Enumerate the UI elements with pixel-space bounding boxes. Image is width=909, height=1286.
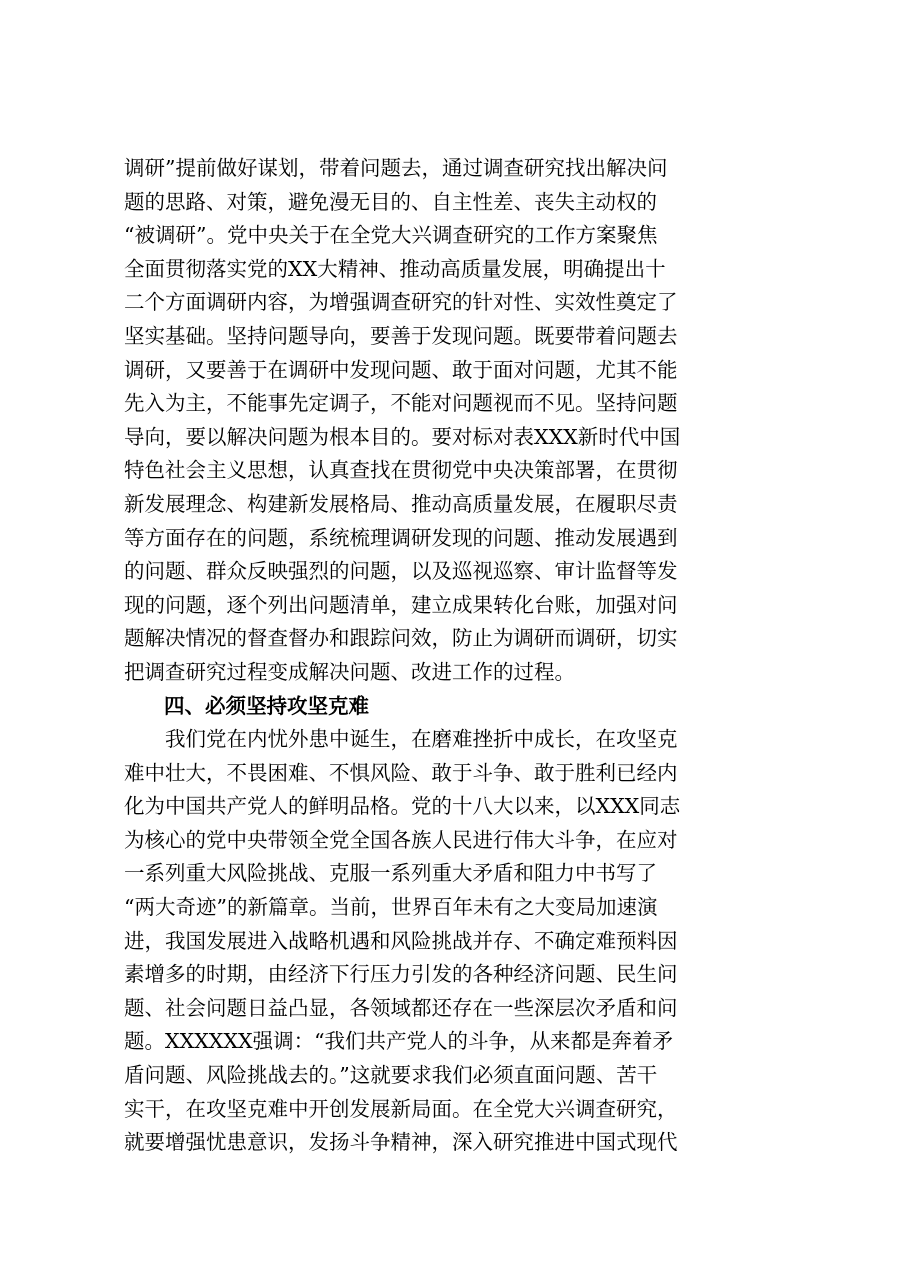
text-line: 现的问题，逐个列出问题清单，建立成果转化台账，加强对问 [124,592,678,617]
text-line: 调研，又要善于在调研中发现问题、敢于面对问题，尤其不能 [124,357,678,382]
text-line: 导向，要以解决问题为根本目的。要对标对表XXX新时代中国 [124,424,681,449]
body-paragraph-2 [124,723,800,1160]
section-heading: 四、必须坚持攻坚克难 [164,694,369,718]
body-paragraph-1 [124,152,800,690]
text-line: 化为中国共产党人的鲜明品格。党的十八大以来，以XXX同志 [124,794,681,819]
text-line: 为核心的党中央带领全党全国各族人民进行伟大斗争，在应对 [124,827,678,852]
text-line: 先入为主，不能事先定调子，不能对问题视而不见。坚持问题 [124,391,678,416]
text-line: 特色社会主义思想，认真查找在贯彻党中央决策部署，在贯彻 [124,458,678,483]
text-line: 等方面存在的问题，系统梳理调研发现的问题、推动发展遇到 [124,525,678,550]
text-line: 我们党在内忧外患中诞生，在磨难挫折中成长，在攻坚克 [165,727,678,751]
text-line: 调研”提前做好谋划，带着问题去，通过调查研究找出解决问 [124,156,668,180]
text-line: 一系列重大风险挑战、克服一系列重大矛盾和阻力中书写了 [124,861,657,886]
text-line: “被调研”。党中央关于在全党大兴调查研究的工作方案聚焦 [124,223,658,248]
text-line: 盾问题、风险挑战去的。”这就要求我们必须直面问题、苦干 [124,1062,658,1087]
text-line: 二个方面调研内容，为增强调查研究的针对性、实效性奠定了 [124,290,678,315]
text-line: 题解决情况的督查督办和跟踪问效，防止为调研而调研，切实 [124,626,678,651]
text-line: 题的思路、对策，避免漫无目的、自主性差、丧失主动权的 [124,189,657,214]
text-line: 题。XXXXXX强调：“我们共产党人的斗争，从来都是奔着矛 [124,1029,674,1054]
text-line: 难中壮大，不畏困难、不惧风险、敢于斗争、敢于胜利已经内 [124,760,678,785]
text-line: 实干，在攻坚克难中开创发展新局面。在全党大兴调查研究， [124,1096,678,1121]
text-line: 坚实基础。坚持问题导向，要善于发现问题。既要带着问题去 [124,323,678,348]
text-line: 全面贯彻落实党的XX大精神、推动高质量发展，明确提出十 [124,256,666,281]
text-line: 的问题、群众反映强烈的问题，以及巡视巡察、审计监督等发 [124,559,678,584]
text-line: 就要增强忧患意识，发扬斗争精神，深入研究推进中国式现代 [124,1130,678,1155]
text-line: 把调查研究过程变成解决问题、改进工作的过程。 [124,659,575,684]
text-line: 素增多的时期，由经济下行压力引发的各种经济问题、民生问 [124,962,678,987]
text-line: 新发展理念、构建新发展格局、推动高质量发展，在履职尽责 [124,491,678,516]
text-line: “两大奇迹”的新篇章。当前，世界百年未有之大变局加速演 [124,894,658,919]
text-line: 进，我国发展进入战略机遇和风险挑战并存、不确定难预料因 [124,928,678,953]
text-line: 题、社会问题日益凸显，各领域都还存在一些深层次矛盾和问 [124,995,678,1020]
